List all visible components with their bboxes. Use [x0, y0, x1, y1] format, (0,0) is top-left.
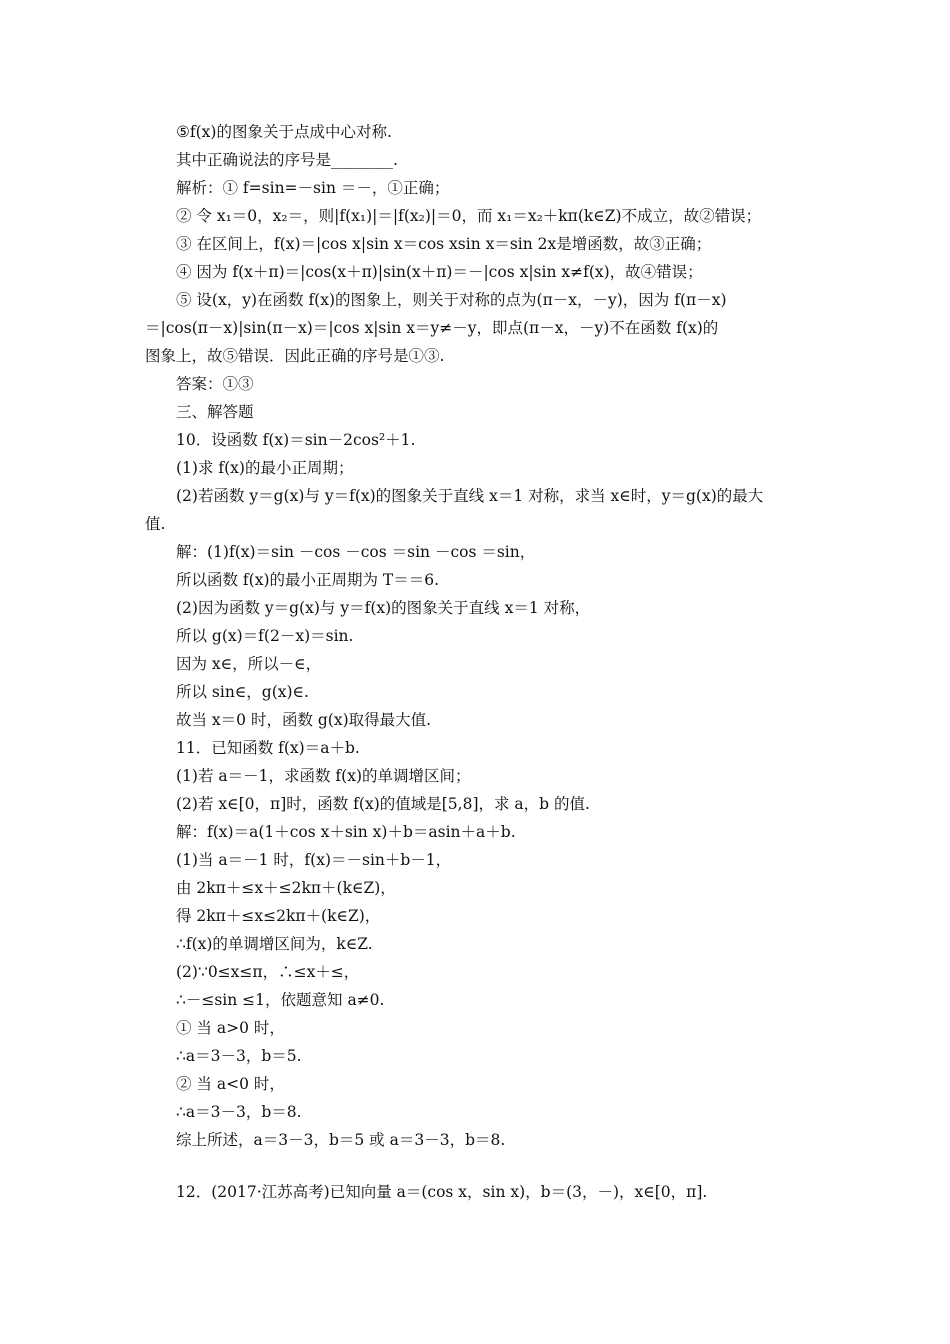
text-line: 综上所述，a＝3－3，b＝5 或 a＝3－3，b＝8.	[176, 1131, 506, 1149]
text-line: 图象上，故⑤错误．因此正确的序号是①③.	[145, 347, 445, 365]
text-line: ③ 在区间上，f(x)＝|cos x|sin x＝cos xsin x＝sin 2x是增函数，故③正确；	[176, 235, 712, 253]
text-line: (1)求 f(x)的最小正周期；	[176, 459, 354, 477]
text-line: ∴－≤sin ≤1，依题意知 a≠0.	[176, 991, 385, 1009]
text-line: ＝|cos(π－x)|sin(π－x)＝|cos x|sin x＝y≠－y，即点(π－x，－y)不在函数 f(x)的	[145, 319, 719, 337]
text-line: (2)∵0≤x≤π，∴≤x＋≤，	[176, 963, 360, 981]
section-heading: 三、解答题	[176, 403, 254, 421]
text-line: 11．已知函数 f(x)＝a＋b.	[176, 739, 360, 757]
text-line: ② 令 x₁＝0，x₂＝，则|f(x₁)|＝|f(x₂)|＝0，而 x₁＝x₂＋kπ(k∈Z)不成立，故②错误；	[176, 207, 762, 225]
text-line: ④ 因为 f(x＋π)＝|cos(x＋π)|sin(x＋π)＝－|cos x|sin x≠f(x)，故④错误；	[176, 263, 703, 281]
text-line: ∴f(x)的单调增区间为，k∈Z.	[176, 935, 373, 953]
text-line: 故当 x＝0 时，函数 g(x)取得最大值.	[176, 711, 432, 729]
text-line: (1)若 a＝－1，求函数 f(x)的单调增区间；	[176, 767, 471, 785]
text-line: 12．(2017·江苏高考)已知向量 a＝(cos x，sin x)，b＝(3，－)，x∈[0，π].	[176, 1183, 708, 1201]
text-line: 其中正确说法的序号是________.	[176, 151, 398, 169]
text-line: ∴a＝3－3，b＝8.	[176, 1103, 302, 1121]
text-line: 由 2kπ＋≤x＋≤2kπ＋(k∈Z)，	[176, 879, 396, 897]
text-line: (2)因为函数 y＝g(x)与 y＝f(x)的图象关于直线 x＝1 对称，	[176, 599, 591, 617]
text-line: ② 当 a<0 时，	[176, 1075, 285, 1093]
text-line: ∴a＝3－3，b＝5.	[176, 1047, 302, 1065]
text-line: 因为 x∈，所以－∈，	[176, 655, 322, 673]
text-line: (1)当 a＝－1 时，f(x)＝－sin＋b－1，	[176, 851, 452, 869]
text-line: 值.	[145, 515, 166, 533]
text-line: ⑤f(x)的图象关于点成中心对称.	[176, 123, 392, 141]
text-line: 解：f(x)＝a(1＋cos x＋sin x)＋b＝asin＋a＋b.	[176, 823, 516, 841]
text-line: 得 2kπ＋≤x≤2kπ＋(k∈Z)，	[176, 907, 381, 925]
text-line: (2)若函数 y＝g(x)与 y＝f(x)的图象关于直线 x＝1 对称，求当 x∈时，y＝g(x)的最大	[176, 487, 764, 505]
text-line: 10．设函数 f(x)＝sin－2cos²＋1.	[176, 431, 416, 449]
text-line: 所以 sin∈，g(x)∈.	[176, 683, 309, 701]
text-line: 解：(1)f(x)＝sin －cos －cos ＝sin －cos ＝sin，	[176, 543, 536, 561]
text-line: ⑤ 设(x，y)在函数 f(x)的图象上，则关于对称的点为(π－x，－y)，因为 f(π－x)	[176, 291, 727, 309]
text-line: ① 当 a>0 时，	[176, 1019, 285, 1037]
text-line: 解析：① f=sin=－sin ＝－，①正确；	[176, 179, 450, 197]
text-line: 答案：①③	[176, 375, 254, 393]
text-line: 所以 g(x)＝f(2－x)＝sin.	[176, 627, 354, 645]
text-line: 所以函数 f(x)的最小正周期为 T＝＝6.	[176, 571, 440, 589]
text-line: (2)若 x∈[0，π]时，函数 f(x)的值域是[5,8]，求 a，b 的值.	[176, 795, 590, 813]
